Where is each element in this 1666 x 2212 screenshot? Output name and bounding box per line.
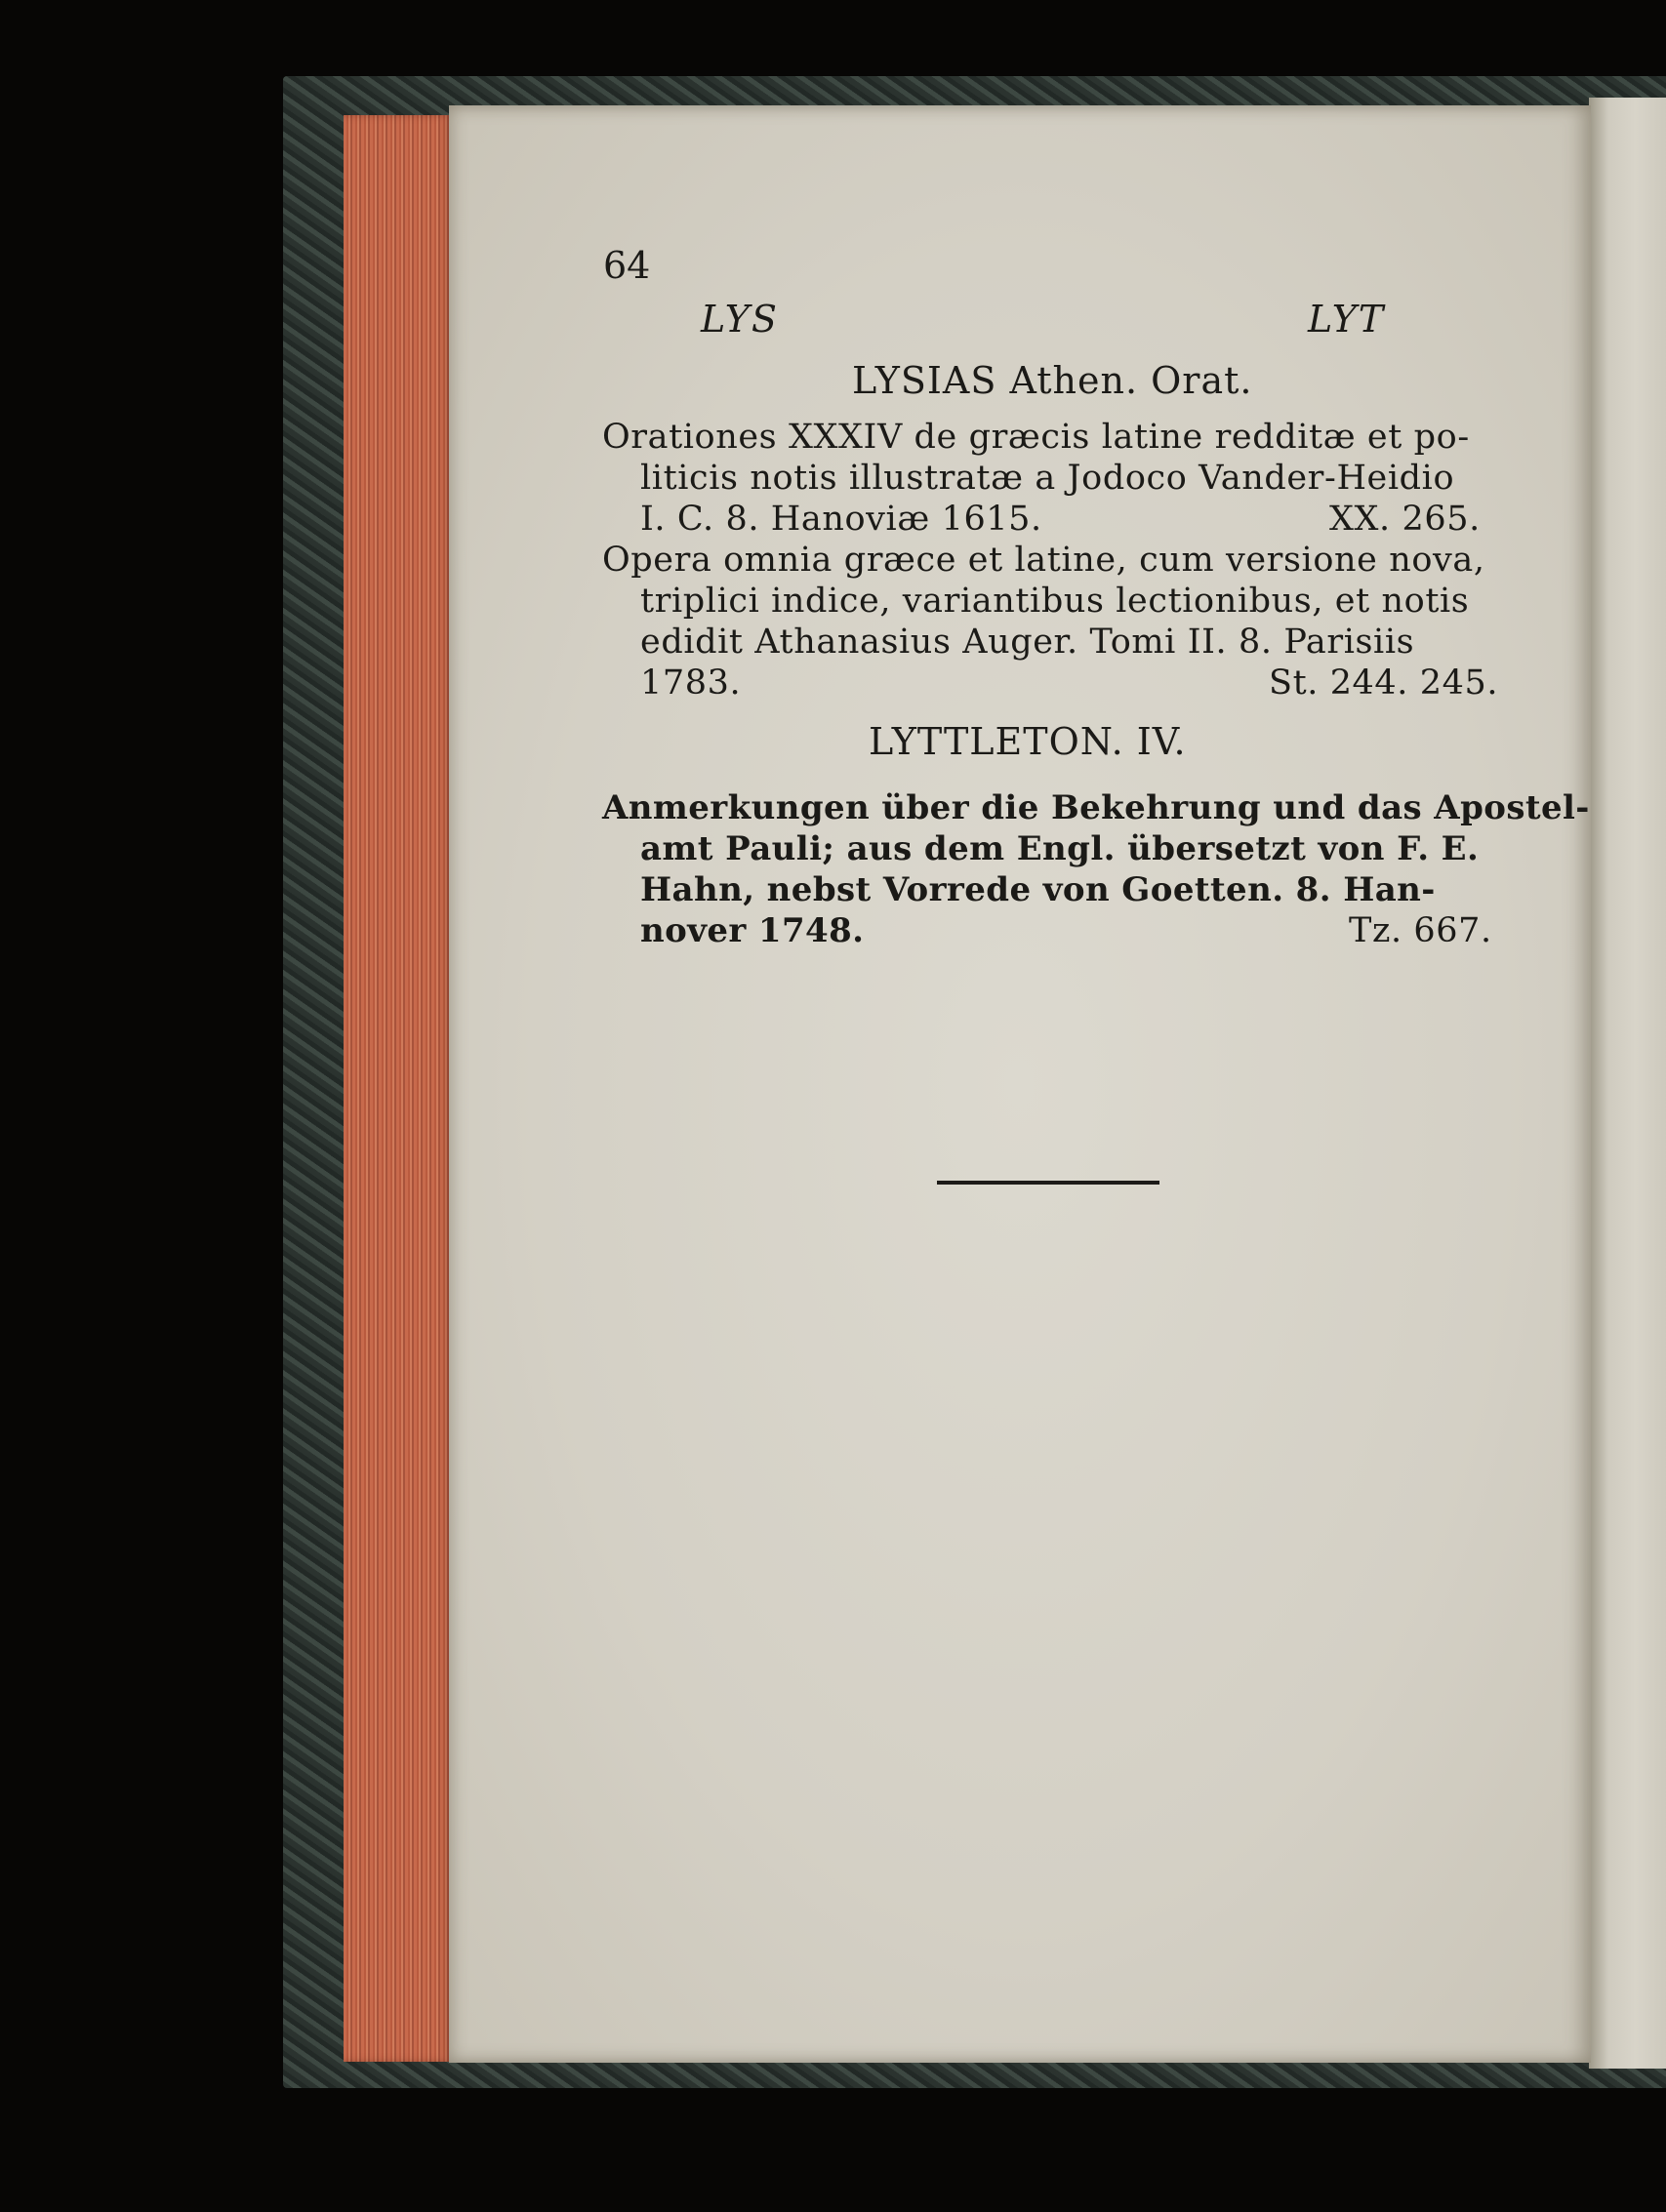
entry-line: nover 1748. (640, 911, 865, 950)
entry-line: Anmerkungen über die Bekehrung und das Apostel- (602, 788, 1590, 827)
entry-line: liticis notis illustratæ a Jodoco Vander-Heidio (640, 459, 1455, 498)
page-number: 64 (603, 244, 651, 287)
entry-line: triplici indice, variantibus lectionibus, et notis (640, 582, 1470, 621)
running-head-left: LYS (701, 298, 779, 341)
entry-line: 1783. (640, 664, 742, 703)
entry-line: edidit Athanasius Auger. Tomi II. 8. Parisiis (640, 623, 1415, 662)
running-head-right: LYT (1308, 298, 1386, 341)
entry-reference: Tz. 667. (1349, 911, 1492, 950)
section-rule (937, 1181, 1159, 1185)
page-edge (344, 115, 453, 2062)
entry-line: Orationes XXXIV de græcis latine redditæ et po- (602, 418, 1470, 457)
entry-line: I. C. 8. Hanoviæ 1615. (640, 500, 1042, 539)
entry-heading: LYSIAS Athen. Orat. (852, 359, 1253, 402)
entry-line: Hahn, nebst Vorrede von Goetten. 8. Han- (640, 870, 1436, 909)
entry-heading: LYTTLETON. IV. (869, 720, 1187, 763)
opposite-page-strip (1589, 98, 1666, 2069)
entry-reference: St. 244. 245. (1269, 664, 1499, 703)
entry-line: Opera omnia græce et latine, cum versione nova, (602, 541, 1485, 580)
entry-reference: XX. 265. (1329, 500, 1481, 539)
entry-line: amt Pauli; aus dem Engl. übersetzt von F. E. (640, 829, 1480, 868)
